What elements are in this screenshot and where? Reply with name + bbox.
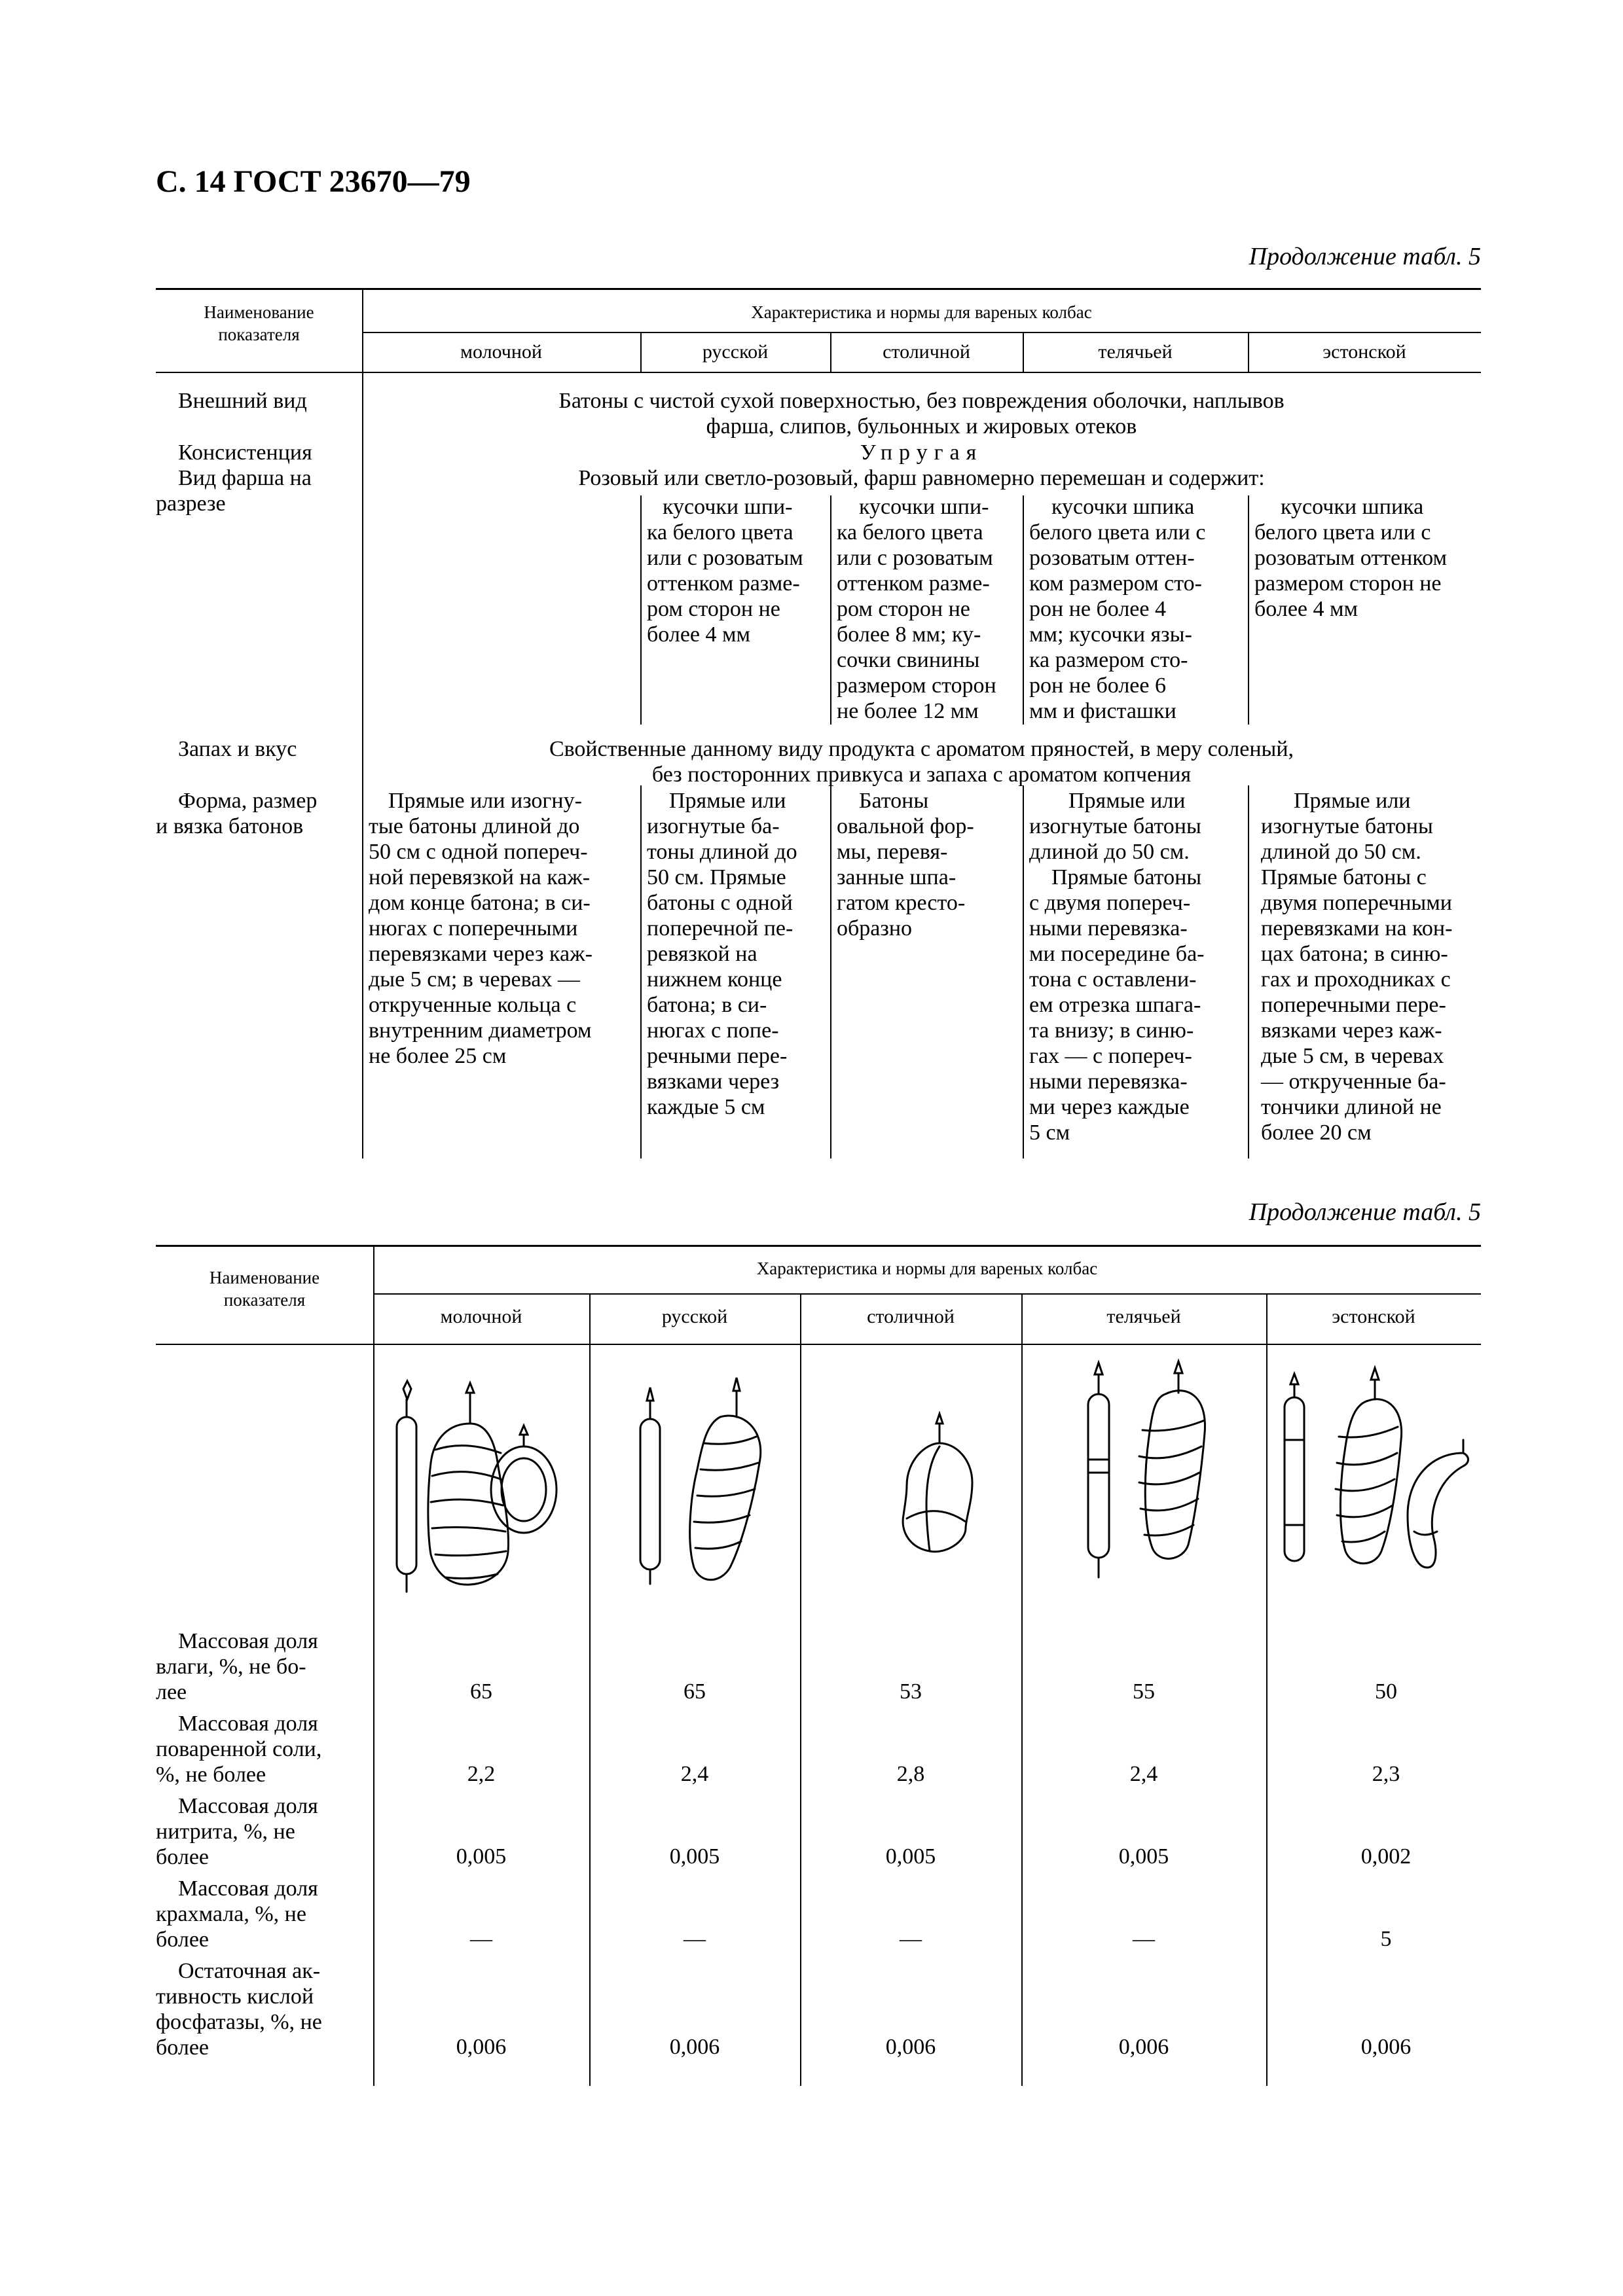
indicator-header: Наименование показателя (204, 302, 314, 344)
value-cell: 0,005 (669, 1844, 720, 1869)
label-cut-view: Вид фарша на разрезе (156, 466, 312, 516)
col-russkaya: русской (702, 341, 769, 363)
shape-telyachya: Прямые или изогнутые батоны длиной до 50 см. Прямые батоны с двумя попереч- ными перевязка- ми посередине ба- тона с оставлени- ем отрезка шпага- та внизу; в синю- гах — с попереч- ными перевязка- ми через каждые 5 см (1029, 789, 1205, 1145)
indicator-header-2: Наименование показателя (209, 1268, 320, 1310)
cut-view-russkaya: кусочки шпи- ка белого цвета или с розоватым оттенком разме- ром сторон не более 4 мм (647, 495, 803, 647)
value-cell: 0,005 (885, 1844, 936, 1869)
smell-text: Свойственные данному виду продукта с ароматом пряностей, в меру соленый, без посторонних привкуса и запаха с ароматом копчения (549, 737, 1294, 787)
value-cell: 2,4 (1129, 1762, 1158, 1786)
value-cell: 0,005 (456, 1844, 507, 1869)
value-cell: 5 (1380, 1927, 1392, 1951)
label-consistency: Консистенция (178, 440, 312, 465)
value-cell: 0,002 (1360, 1844, 1412, 1869)
value-cell: 65 (684, 1679, 706, 1704)
label-smell: Запах и вкус (178, 737, 297, 761)
col-molochnaya: молочной (460, 341, 542, 363)
row-label-moisture: Массовая доля влаги, %, не бо- лее (156, 1629, 318, 1704)
value-cell: — (900, 1927, 922, 1951)
cut-view-estonskaya: кусочки шпика белого цвета или с розоватым оттенком размером сторон не более 4 мм (1254, 495, 1447, 621)
continuation-label-1: Продолжение табл. 5 (1249, 243, 1481, 270)
value-cell: — (684, 1927, 706, 1951)
value-cell: 0,006 (1118, 2035, 1169, 2059)
value-cell: — (470, 1927, 492, 1951)
col2-estonskaya: эстонской (1332, 1306, 1415, 1327)
cut-view-telyachya: кусочки шпика белого цвета или с розоватым оттен- ком размером сто- рон не более 4 мм; кусочки язы- ка размером сто- рон не более 6 мм и фисташки (1029, 495, 1206, 723)
value-cell: 0,006 (1360, 2035, 1412, 2059)
value-cell: 0,006 (885, 2035, 936, 2059)
value-cell: 0,005 (1118, 1844, 1169, 1869)
molochnaya-sausages-icon (397, 1381, 556, 1592)
label-shape: Форма, размер и вязка батонов (156, 789, 318, 838)
shape-russkaya: Прямые или изогнутые ба- тоны длиной до 50 см. Прямые батоны с одной поперечной пе- ревязкой на нижнем конце батона; в си- нюгах с попе- речными пере- вязками через каждые 5 см (647, 789, 797, 1119)
value-cell: 2,3 (1372, 1762, 1400, 1786)
characteristics-header-2: Характеристика и нормы для вареных колбас (756, 1259, 1098, 1278)
page-header: С. 14 ГОСТ 23670—79 (156, 164, 471, 199)
col-estonskaya: эстонской (1322, 341, 1406, 363)
shape-estonskaya: Прямые или изогнутые батоны длиной до 50 см. Прямые батоны с двумя поперечными перевязками на кон- цах батона; в синю- гах и проходниках с поперечными пере- вязками через каж- дые 5 см, в черевах — открученные ба- тончики длиной не более 20 см (1261, 789, 1453, 1145)
value-cell: 2,2 (467, 1762, 496, 1786)
row-label-nitrite: Массовая доля нитрита, %, не более (156, 1794, 318, 1869)
cut-view-common: Розовый или светло-розовый, фарш равномерно перемешан и содержит: (578, 466, 1265, 490)
col2-stolichnaya: столичной (867, 1306, 955, 1327)
appearance-text: Батоны с чистой сухой поверхностью, без повреждения оболочки, наплывов фарша, слипов, бульонных и жировых отеков (558, 389, 1285, 439)
estonskaya-sausages-icon (1285, 1368, 1468, 1568)
characteristics-header: Характеристика и нормы для вареных колбас (751, 302, 1092, 322)
row-label-phosphatase: Остаточная ак- тивность кислой фосфатазы, %, не более (156, 1959, 322, 2060)
cut-view-stolichnaya: кусочки шпи- ка белого цвета или с розоватым оттенком разме- ром сторон не более 8 мм; ку- сочки свинины размером сторон не более 12 мм (837, 495, 996, 723)
col-telyachya: телячьей (1098, 341, 1173, 363)
row-label-starch: Массовая доля крахмала, %, не более (156, 1876, 318, 1952)
value-cell: 55 (1133, 1679, 1155, 1704)
russkaya-sausages-icon (640, 1378, 761, 1584)
col-stolichnaya: столичной (883, 341, 970, 363)
value-cell: 0,006 (456, 2035, 507, 2059)
value-cell: 2,4 (680, 1762, 709, 1786)
row-label-salt: Массовая доля поваренной соли, %, не более (156, 1712, 322, 1787)
shape-stolichnaya: Батоны овальной фор- мы, перевя- занные шпа- гатом кресто- образно (837, 789, 974, 941)
consistency-text: Упругая (860, 440, 983, 465)
value-cell: 65 (470, 1679, 492, 1704)
value-cell: 0,006 (669, 2035, 720, 2059)
col2-russkaya: русской (661, 1306, 728, 1327)
telyachya-sausages-icon (1088, 1361, 1205, 1577)
value-cell: 53 (900, 1679, 922, 1704)
continuation-label-2: Продолжение табл. 5 (1249, 1198, 1481, 1226)
label-appearance: Внешний вид (178, 389, 307, 413)
value-cell: — (1133, 1927, 1155, 1951)
stolichnaya-sausage-icon (903, 1414, 972, 1552)
col2-telyachya: телячьей (1106, 1306, 1181, 1327)
shape-molochnaya: Прямые или изогну- тые батоны длиной до 50 см с одной попереч- ной перевязкой на каж- дом конце батона; в си- нюгах с поперечными перевязками через каж- дые 5 см; в черевах — открученные кольца с внутренним диаметром не более 25 см (369, 789, 593, 1068)
value-cell: 50 (1375, 1679, 1397, 1704)
value-cell: 2,8 (896, 1762, 925, 1786)
col2-molochnaya: молочной (440, 1306, 522, 1327)
